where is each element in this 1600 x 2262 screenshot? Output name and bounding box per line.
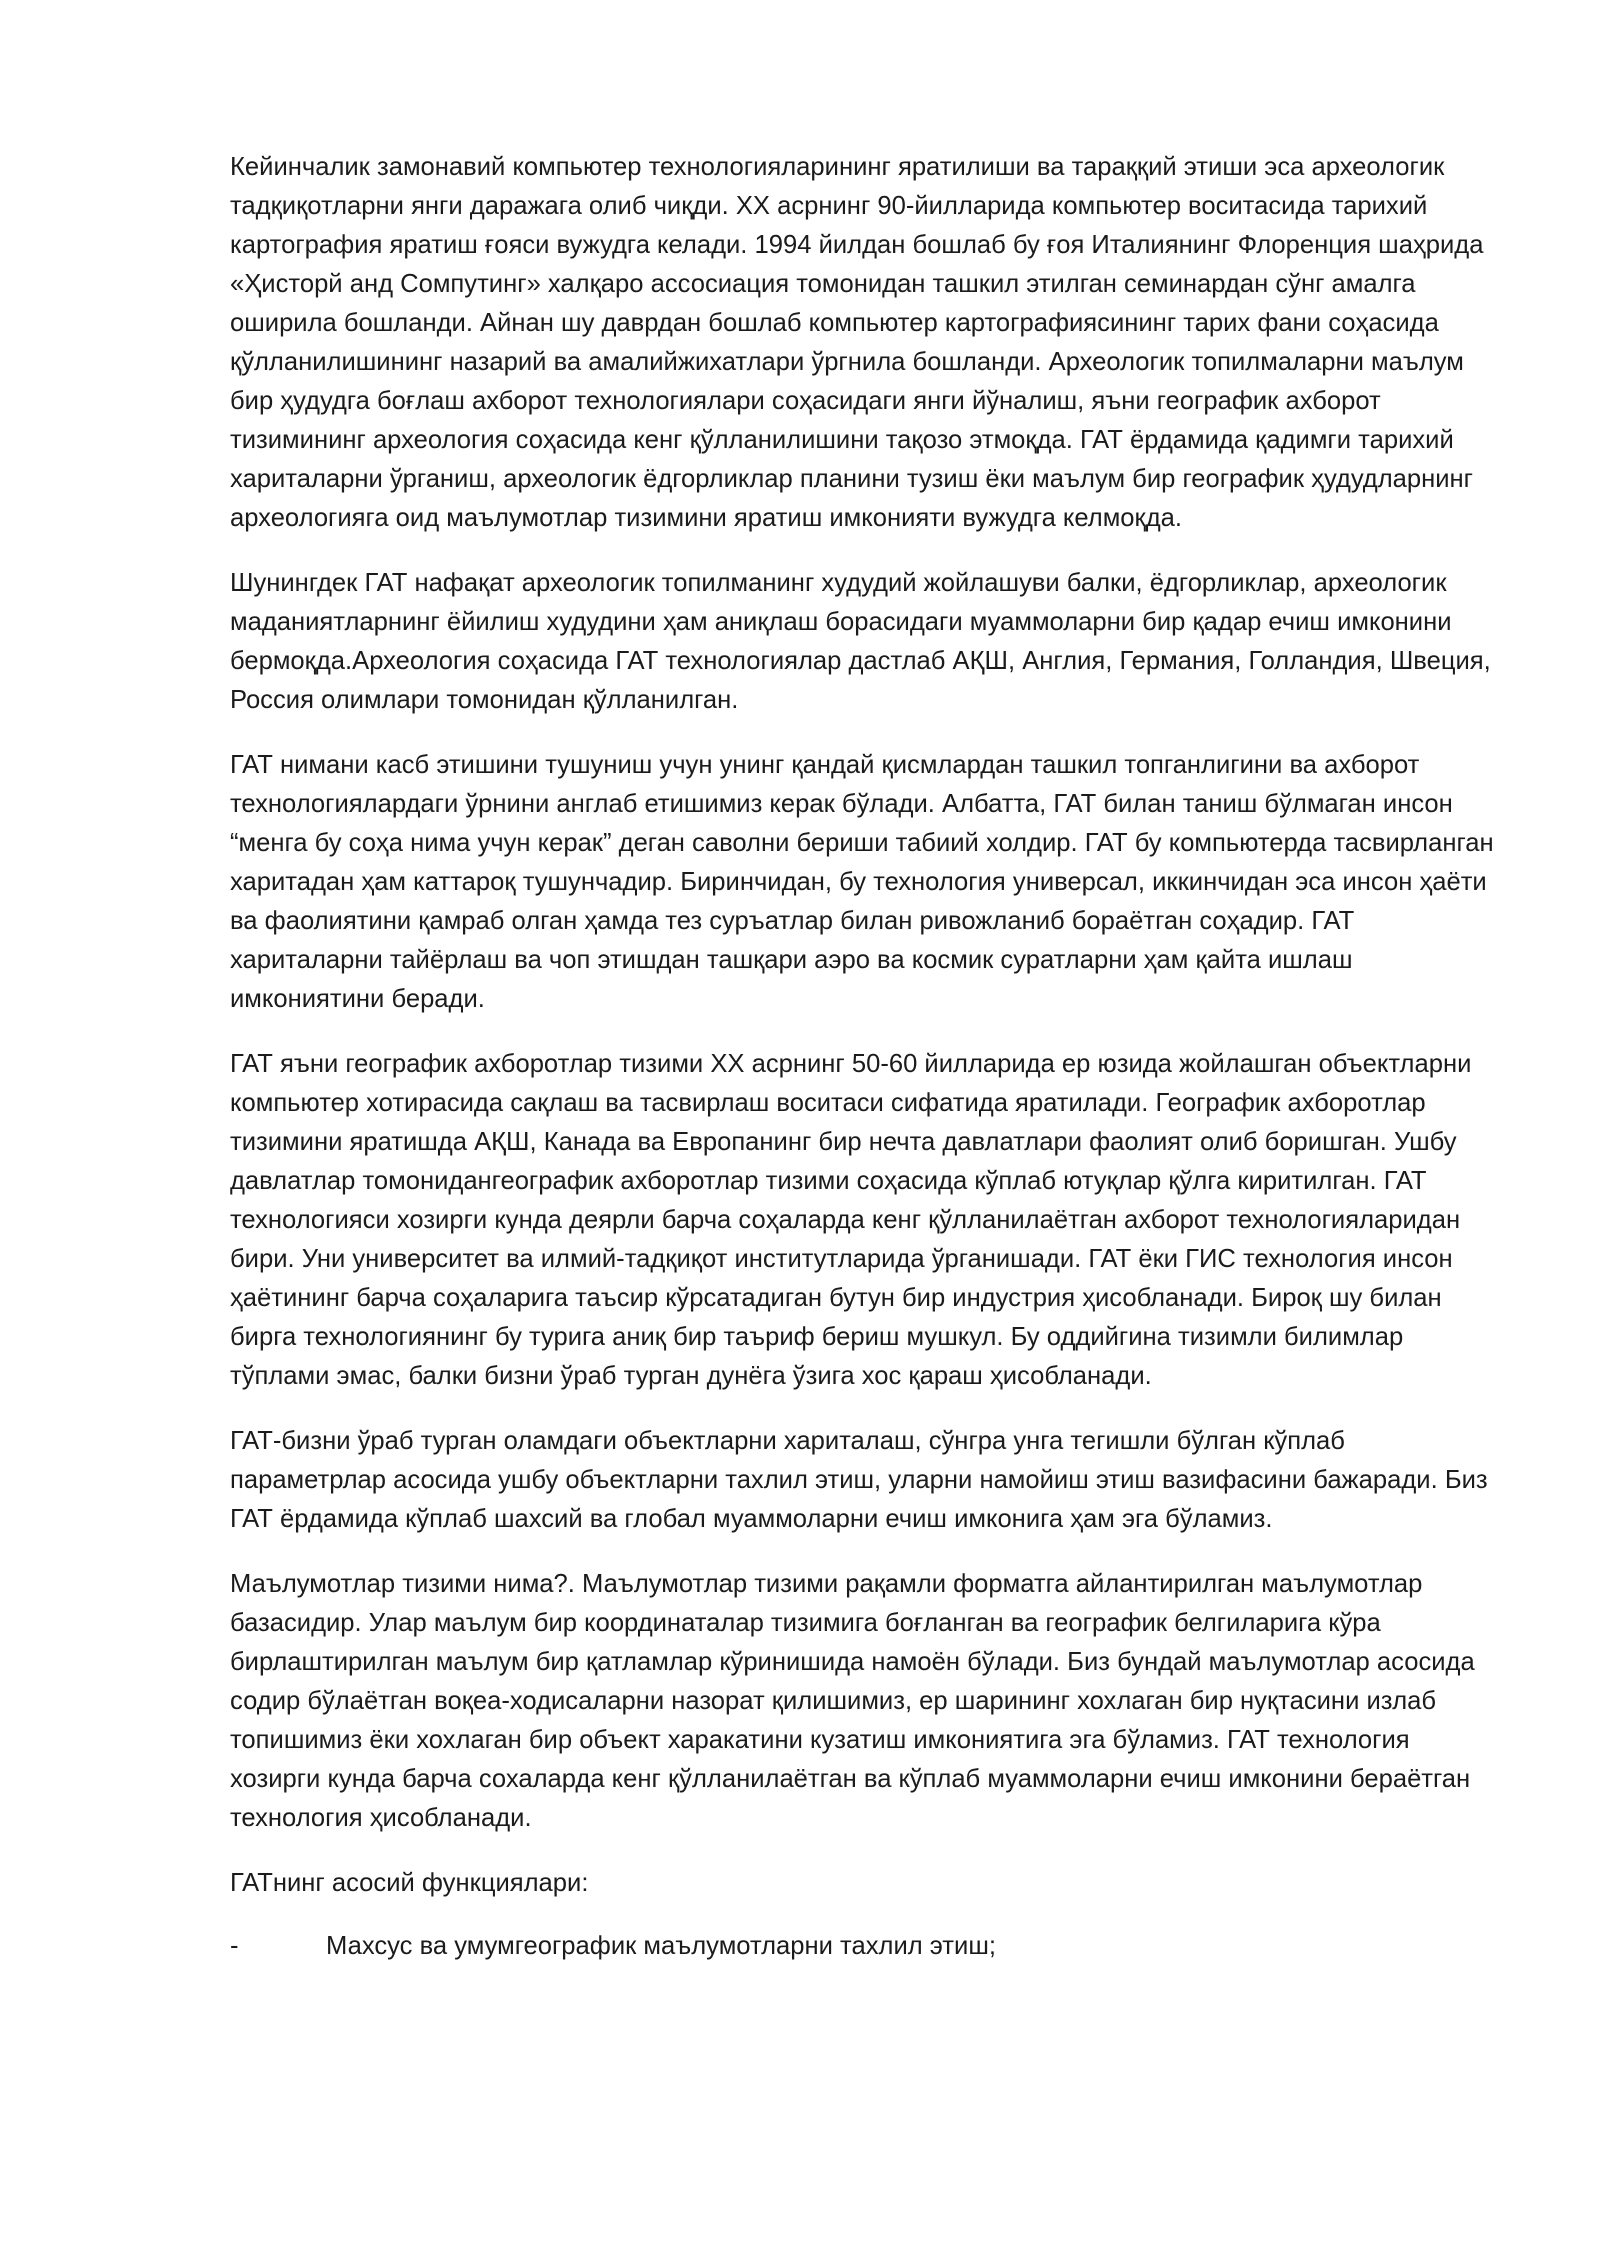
list-item bbox=[230, 1927, 1500, 1966]
paragraph-gis-history: ГАТ яъни географик ахборотлар тизими XX асрнинг 50-60 йилларида ер юзида жойлашган объектларни компьютер хотирасида сақлаш ва тасвирлаш воситаси сифатида яратилади. Географик ахборотлар тизимини яратишда АҚШ, Канада ва Европанинг бир нечта давлатлари фаолият олиб боришган. Ушбу давлатлар томонидангеографик ахборотлар тизими соҳасида кўплаб ютуқлар қўлга киритилган. ГАТ технологияси хозирги кунда деярли барча соҳаларда кенг қўлланилаётган ахборот технологияларидан бири. Уни университет ва илмий-тадқиқот институтларида ўрганишади. ГАТ ёки ГИС технология инсон ҳаётининг барча соҳаларига таъсир кўрсатадиган бутун бир индустрия ҳисобланади. Бироқ шу билан бирга технологиянинг бу турига аниқ бир таъриф бериш мушкул. Бу оддийгина тизимли билимлар тўплами эмас, балки бизни ўраб турган дунёга ўзига хос қараш ҳисобланади. bbox=[230, 1050, 1472, 1390]
paragraph-gis-functions-heading: ГАТнинг асосий функциялари: bbox=[230, 1869, 589, 1897]
paragraph-computer-technology: Кейинчалик замонавий компьютер технологияларининг яратилиши ва тараққий этиши эса археологик тадқиқотларни янги даражага олиб чиқди. XX асрнинг 90-йилларида компьютер воситасида тарихий картография яратиш ғояси вужудга келади. 1994 йилдан бошлаб бу ғоя Италиянинг Флоренция шаҳрида «Ҳисторй анд Сомпутинг» халқаро ассосиация томонидан ташкил этилган семинардан сўнг амалга оширила бошланди. Айнан шу даврдан бошлаб компьютер картографиясининг тарих фани соҳасида қўлланилишининг назарий ва амалийжихатлари ўргнила бошланди. Археологик топилмаларни маълум бир ҳудудга боғлаш ахборот технологиялари соҳасидаги янги йўналиш, яъни географик ахборот тизимининг археология соҳасида кенг қўлланилишини тақозо этмоқда. ГАТ ёрдамида қадимги тарихий хариталарни ўрганиш, археологик ёдгорликлар планини тузиш ёки маълум бир географик ҳудудларнинг археологияга оид маълумотлар тизимини яратиш имконияти вужудга келмоқда. bbox=[230, 153, 1484, 532]
list-item-text: Махсус ва умумгеографик маълумотларни тахлил этиш; bbox=[326, 1932, 996, 1960]
paragraph-information-system: Маълумотлар тизими нима?. Маълумотлар тизими рақамли форматга айлантирилган маълумотлар базасидир. Улар маълум бир координаталар тизимига боғланган ва географик белгиларига кўра бирлаштирилган маълум бир қатламлар кўринишида намоён бўлади. Биз бундай маълумотлар асосида содир бўлаётган воқеа-ходисаларни назорат қилишимиз, ер шарининг хохлаган бир нуқтасини излаб топишимиз ёки хохлаган бир объект харакатини кузатиш имкониятига эга бўламиз. ГАТ технология хозирги кунда барча сохаларда кенг қўлланилаётган ва кўплаб муаммоларни ечиш имконини бераётган технология ҳисобланади. bbox=[230, 1570, 1475, 1832]
paragraph-gis-understanding: ГАТ нимани касб этишини тушуниш учун унинг қандай қисмлардан ташкил топганлигини ва ахборот технологиялардаги ўрнини англаб етишимиз керак бўлади. Албатта, ГАТ билан таниш бўлмаган инсон “менга бу соҳа нима учун керак” деган саволни бериши табиий холдир. ГАТ бу компьютерда тасвирланган харитадан ҳам каттароқ тушунчадир. Биринчидан, бу технология универсал, иккинчидан эса инсон ҳаёти ва фаолиятини қамраб олган ҳамда тез суръатлар билан ривожланиб бораётган соҳадир. ГАТ хариталарни тайёрлаш ва чоп этишдан ташқари аэро ва космик суратларни ҳам қайта ишлаш имкониятини беради. bbox=[230, 751, 1494, 1013]
list-bullet: - bbox=[230, 1932, 239, 1960]
paragraph-gis-archaeology: Шунингдек ГАТ нафақат археологик топилманинг худудий жойлашуви балки, ёдгорликлар, археологик маданиятларнинг ёйилиш худудини ҳам аниқлаш борасидаги муаммоларни бир қадар ечиш имконини бермоқда.Археология соҳасида ГАТ технологиялар дастлаб АҚШ, Англия, Германия, Голландия, Швеция, Россия олимлари томонидан қўлланилган. bbox=[230, 569, 1491, 714]
paragraph-gis-mapping: ГАТ-бизни ўраб турган оламдаги объектларни хариталаш, сўнгра унга тегишли бўлган кўплаб параметрлар асосида ушбу объектларни тахлил этиш, уларни намойиш этиш вазифасини бажаради. Биз ГАТ ёрдамида кўплаб шахсий ва глобал муаммоларни ечиш имконига ҳам эга бўламиз. bbox=[230, 1427, 1488, 1533]
document-body bbox=[230, 148, 1500, 1966]
